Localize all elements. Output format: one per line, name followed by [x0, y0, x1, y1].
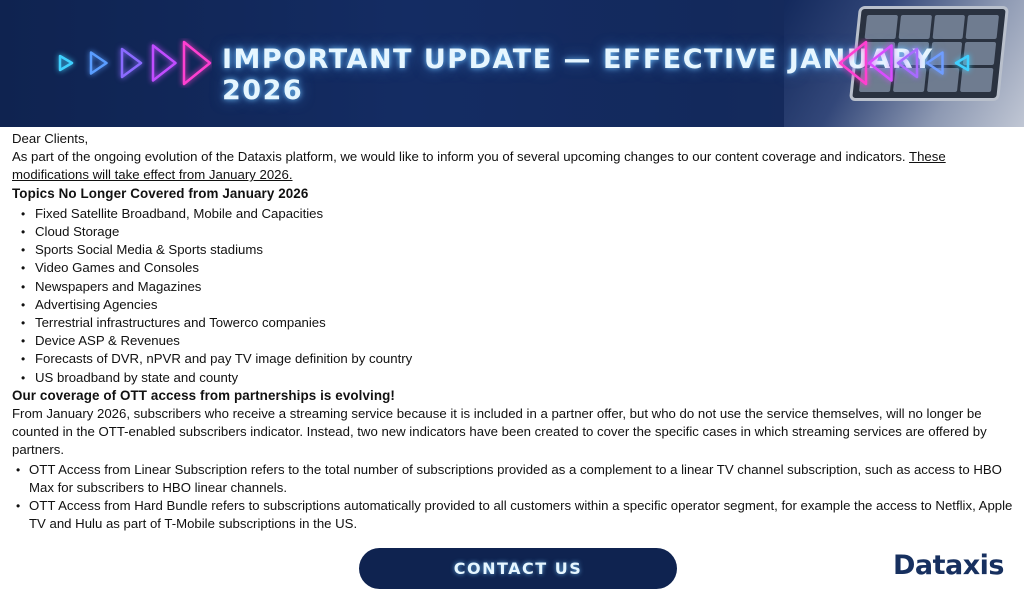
list-item: • OTT Access from Hard Bundle refers to subscriptions automatically provided to all customers within a specific operator segment, for example the access to Netflix, Apple TV and Hulu as part of T-Mobile subscriptions in the US. [12, 497, 1017, 533]
greeting: Dear Clients, [12, 131, 89, 146]
ott-paragraph: From January 2026, subscribers who receive a streaming service because it is included in a partner offer, but who do not use the service themselves, will no longer be counted in the OTT-enabled subscribers indicator. Instead, two new indicators have been created to cover the specific cases in which streaming services are offered by partners. [12, 406, 987, 458]
ott-list [12, 461, 1017, 534]
dataxis-logo: Dataxis [893, 550, 1004, 581]
chevron-arrow-icon [184, 42, 210, 84]
chevron-arrow-icon [91, 53, 107, 74]
topics-heading: Topics No Longer Covered from January 2026 [12, 185, 309, 201]
chevron-arrow-icon [927, 53, 943, 74]
chevron-arrow-icon [840, 42, 866, 84]
list-item: • US broadband by state and county [12, 369, 1017, 387]
list-item: • OTT Access from Linear Subscription refers to the total number of subscriptions provided as a complement to a linear TV channel subscription, such as access to HBO Max for subscribers to HBO linear channels. [12, 461, 1017, 497]
ott-heading: Our coverage of OTT access from partnerships is evolving! [12, 387, 395, 403]
list-item: • Terrestrial infrastructures and Towerco companies [12, 314, 1017, 332]
list-item: • Cloud Storage [12, 223, 1017, 241]
neon-arrows-left-icon [832, 38, 982, 88]
email-body [12, 130, 1017, 533]
chevron-arrow-icon [60, 56, 72, 70]
chevron-arrow-icon [956, 56, 968, 70]
contact-us-button[interactable]: CONTACT US [359, 548, 677, 589]
chevron-arrow-icon [869, 46, 892, 81]
neon-arrows-right-icon [52, 38, 212, 88]
chevron-arrow-icon [122, 49, 141, 77]
list-item: • Video Games and Consoles [12, 259, 1017, 277]
list-item: • Fixed Satellite Broadband, Mobile and Capacities [12, 205, 1017, 223]
list-item: • Newspapers and Magazines [12, 278, 1017, 296]
topics-list [12, 205, 1017, 387]
effective-date-note: These modifications will take effect from January 2026. [12, 149, 946, 183]
list-item: • Sports Social Media & Sports stadiums [12, 241, 1017, 259]
intro-paragraph [12, 148, 1017, 184]
intro-text: As part of the ongoing evolution of the Dataxis platform, we would like to inform you of several upcoming changes to our content coverage and indicators. [12, 149, 910, 165]
list-item: • Device ASP & Revenues [12, 332, 1017, 350]
list-item: • Advertising Agencies [12, 296, 1017, 314]
list-item: • Forecasts of DVR, nPVR and pay TV image definition by country [12, 350, 1017, 368]
chevron-arrow-icon [153, 46, 176, 81]
chevron-arrow-icon [898, 49, 917, 77]
header-banner [0, 0, 1024, 127]
banner-title: IMPORTANT UPDATE — EFFECTIVE JANUARY 2026 [222, 44, 934, 106]
